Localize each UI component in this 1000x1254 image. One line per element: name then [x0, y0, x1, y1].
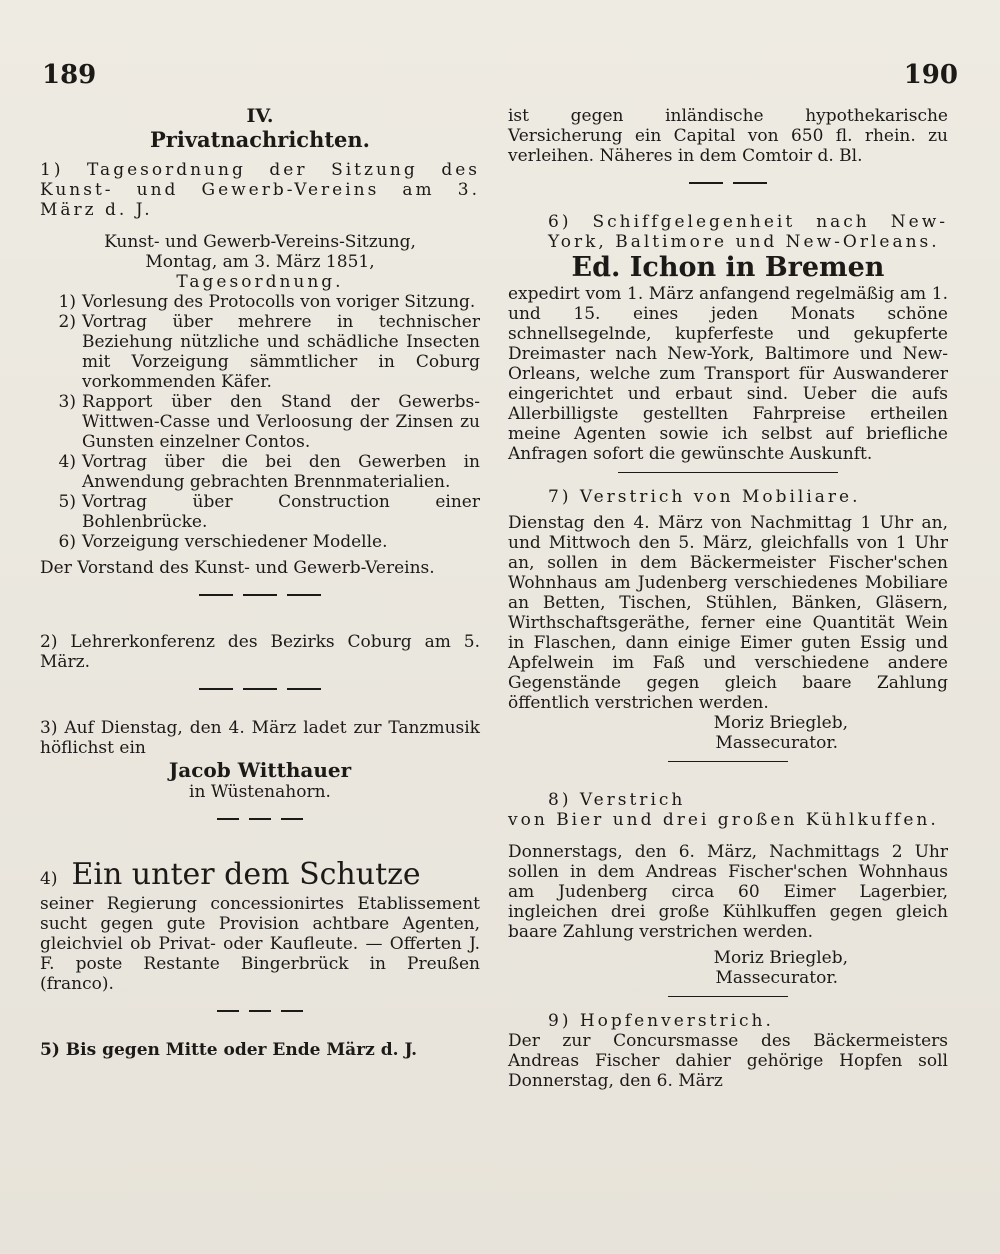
notice-8-heading: 8) Verstrich: [548, 790, 686, 810]
notice-6-body: expedirt vom 1. März anfangend regelmäßig am 1. und 15. eines jeden Monats schöne schnellsegelnde, kupferfeste und gekupferte Dreimaster nach New-York, Baltimore und New-Orleans, welche zum Transport für Auswanderer eingerichtet und erbaut sind. Ueber die aufs Allerbilligste gestellten Fahrpreise ertheilen meine Agenten sowie ich selbst auf briefliche Anfragen sofort die gewünschte Auskunft.: [508, 284, 948, 464]
agenda-item: 5) Vortrag über Construction einer Bohlenbrücke.: [58, 492, 480, 532]
notice-4-heading: Ein unter dem Schutze: [71, 857, 421, 892]
notice-9-body: Der zur Concursmasse des Bäckermeisters Andreas Fischer dahier gehörige Hopfen soll Donnerstag, den 6. März: [508, 1031, 948, 1091]
notice-6-heading: 6) Schiffgelegenheit nach New-York, Baltimore und New-Orleans.: [548, 212, 948, 252]
agenda-list: [40, 292, 480, 552]
separator-rule: [40, 1004, 480, 1018]
notice-4-headline: [40, 856, 480, 894]
notice-1-subtitle-3: Tagesordnung.: [176, 272, 344, 292]
notice-9-heading: 9) Hopfenverstrich.: [548, 1011, 774, 1031]
notice-8-subheading: von Bier und drei großen Kühlkuffen.: [508, 810, 939, 830]
notice-7-heading: 7) Verstrich von Mobiliare.: [548, 487, 861, 507]
notice-7-signature-name: Moriz Briegleb,: [713, 713, 848, 733]
notice-1-subtitle-2: Montag, am 3. März 1851,: [145, 252, 375, 272]
notice-4-number: 4): [40, 869, 58, 889]
section-title: Privatnachrichten.: [149, 127, 370, 152]
separator-rule: [40, 588, 480, 602]
page-number-right: 190: [903, 60, 958, 90]
notice-3: 3) Auf Dienstag, den 4. März ladet zur Tanzmusik höflichst ein: [40, 718, 480, 758]
agenda-item: 6) Vorzeigung verschiedener Modelle.: [58, 532, 388, 552]
separator-rule: [508, 176, 948, 190]
notice-6-firm: Ed. Ichon in Bremen: [571, 252, 885, 283]
separator-line: [668, 996, 788, 997]
left-column: [40, 106, 480, 1060]
right-column: [508, 106, 948, 1091]
section-number: IV.: [246, 105, 274, 127]
notice-7-signature-title: Massecurator.: [715, 733, 838, 753]
agenda-item: 2) Vortrag über mehrere in technischer Beziehung nützliche und schädliche Insecten mit Vorzeigung sämmtlicher in Coburg vorkommenden Käfer.: [58, 312, 480, 392]
page-number-left: 189: [42, 60, 97, 90]
agenda-item: 3) Rapport über den Stand der Gewerbs-Wittwen-Casse und Verloosung der Zinsen zu Gunsten einzelner Contos.: [58, 392, 480, 452]
notice-5: 5) Bis gegen Mitte oder Ende März d. J.: [40, 1040, 418, 1060]
notice-1-signature: Der Vorstand des Kunst- und Gewerb-Vereins.: [40, 558, 435, 578]
separator-rule: [40, 812, 480, 826]
agenda-item: 1) Vorlesung des Protocolls von voriger Sitzung.: [58, 292, 476, 312]
separator-line: [668, 761, 788, 762]
notice-1-subtitle-1: Kunst- und Gewerb-Vereins-Sitzung,: [104, 232, 416, 252]
notice-3-name: Jacob Witthauer: [168, 758, 352, 782]
notice-2: 2) Lehrerkonferenz des Bezirks Coburg am 5. März.: [40, 632, 480, 672]
notice-8-signature-name: Moriz Briegleb,: [713, 948, 848, 968]
agenda-item: 4) Vortrag über die bei den Gewerben in Anwendung gebrachten Brennmaterialien.: [58, 452, 480, 492]
separator-line: [618, 472, 838, 473]
notice-1-heading: 1) Tagesordnung der Sitzung des Kunst- und Gewerb-Vereins am 3. März d. J.: [40, 160, 480, 220]
notice-8-body: Donnerstags, den 6. März, Nachmittags 2 Uhr sollen in dem Andreas Fischer'schen Wohnhaus am Judenberg circa 60 Eimer Lagerbier, ingleichen drei große Kühlkuffen gegen gleich baare Zahlung verstrichen werden.: [508, 842, 948, 942]
notice-7-body: Dienstag den 4. März von Nachmittag 1 Uhr an, und Mittwoch den 5. März, gleichfalls von 1 Uhr an, sollen in dem Bäckermeister Fischer'schen Wohnhaus am Judenberg verschiedenes Mobiliare an Betten, Tischen, Stühlen, Bänken, Gläsern, Wirthschaftsgeräthe, ferner eine Quantität Wein in Flaschen, dann einige Eimer guten Essig und Apfelwein im Faß und verschiedene andere Gegenstände gegen gleich baare Zahlung öffentlich verstrichen werden.: [508, 513, 948, 713]
notice-4-body: seiner Regierung concessionirtes Etablissement sucht gegen gute Provision achtbare Agenten, gleichviel ob Privat- oder Kaufleute. — Offerten J. F. poste Restante Bingerbrück in Preußen (franco).: [40, 894, 480, 994]
separator-rule: [40, 682, 480, 696]
notice-8-signature-title: Massecurator.: [715, 968, 838, 988]
notice-3-place: in Wüstenahorn.: [189, 782, 331, 802]
notice-5-continuation: ist gegen inländische hypothekarische Versicherung ein Capital von 650 fl. rhein. zu verleihen. Näheres in dem Comtoir d. Bl.: [508, 106, 948, 166]
